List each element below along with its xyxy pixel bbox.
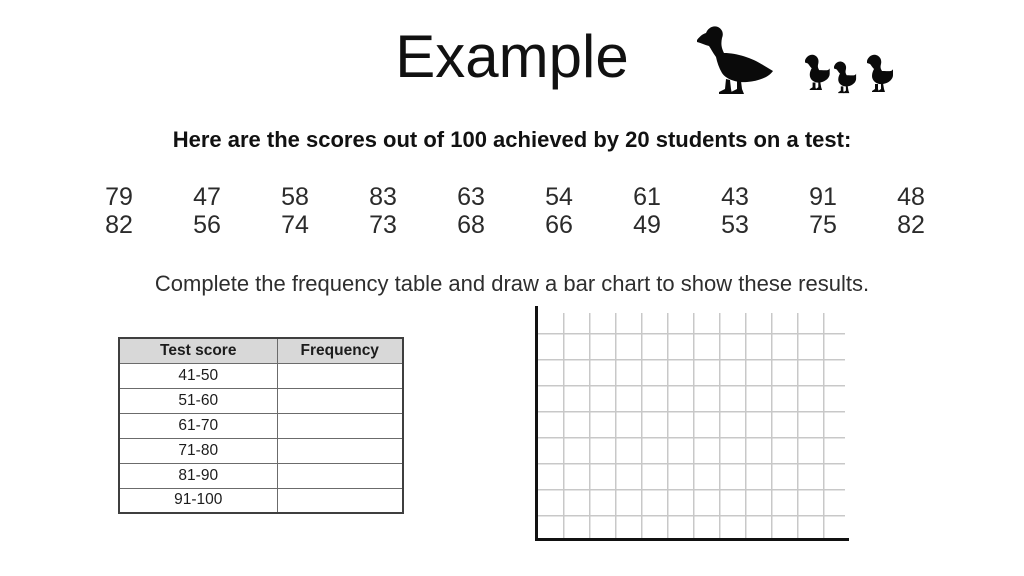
score-value: 91 [809,183,837,211]
frequency-cell-empty [277,388,403,413]
scores-grid [75,183,955,239]
table-row [119,488,403,513]
duckling-icon [834,62,856,94]
score-value: 73 [369,211,397,239]
test-score-range: 71-80 [119,438,277,463]
score-value: 56 [193,211,221,239]
duck-icon [697,26,773,94]
test-score-range: 81-90 [119,463,277,488]
score-value: 49 [633,211,661,239]
frequency-cell-empty [277,463,403,488]
duck-family-icon [695,22,910,97]
frequency-cell-empty [277,488,403,513]
table-row [119,363,403,388]
test-score-range: 61-70 [119,413,277,438]
score-value: 83 [369,183,397,211]
score-value: 54 [545,183,573,211]
score-value: 82 [897,211,925,239]
duckling-icon [805,55,830,90]
column-header-test-score: Test score [119,338,277,363]
score-value: 63 [457,183,485,211]
heading-text: Here are the scores out of 100 achieved by 20 students on a test: [172,127,852,152]
column-header-frequency: Frequency [277,338,403,363]
duckling-icon [867,55,893,92]
test-score-range: 91-100 [119,488,277,513]
score-value: 48 [897,183,925,211]
score-value: 68 [457,211,485,239]
table-header-row [119,338,403,363]
score-value: 53 [721,211,749,239]
score-value: 82 [105,211,133,239]
score-value: 79 [105,183,133,211]
instruction-text: Complete the frequency table and draw a bar chart to show these results. [154,271,870,296]
score-value: 66 [545,211,573,239]
frequency-table [118,337,404,514]
score-value: 61 [633,183,661,211]
frequency-cell-empty [277,413,403,438]
chart-axes [535,306,849,541]
page-title: Example [395,23,629,90]
table-row [119,463,403,488]
frequency-cell-empty [277,438,403,463]
table-row [119,438,403,463]
score-value: 75 [809,211,837,239]
frequency-cell-empty [277,363,403,388]
test-score-range: 41-50 [119,363,277,388]
table-row [119,388,403,413]
score-value: 43 [721,183,749,211]
table-row [119,413,403,438]
score-value: 47 [193,183,221,211]
test-score-range: 51-60 [119,388,277,413]
score-value: 58 [281,183,309,211]
score-value: 74 [281,211,309,239]
